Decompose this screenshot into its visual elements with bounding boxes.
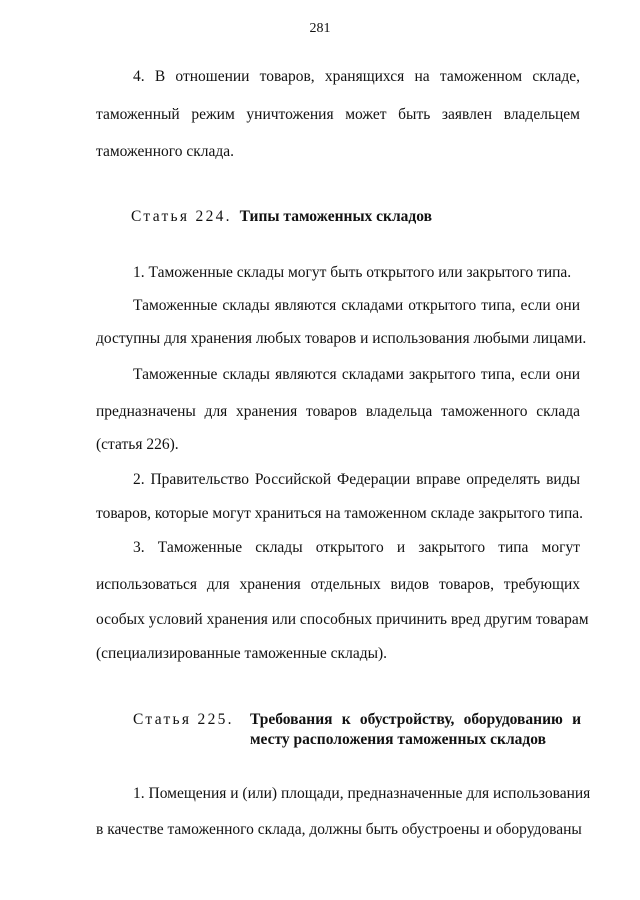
para4-line-2: таможенный режим уничтожения может быть заявлен владельцем xyxy=(96,106,580,123)
a224-line-1: 1. Таможенные склады могут быть открытого или закрытого типа. xyxy=(133,264,572,281)
page-number: 281 xyxy=(309,21,331,36)
article-225-title-line-2: месту расположения таможенных складов xyxy=(250,731,546,748)
article-224-heading xyxy=(131,208,432,226)
a224-line-9: 3. Таможенные склады открытого и закрытого типа могут xyxy=(133,539,580,556)
a224-line-3: доступны для хранения любых товаров и использования любыми лицами. xyxy=(96,330,587,347)
para4-line-1: 4. В отношении товаров, хранящихся на таможенном складе, xyxy=(133,68,580,85)
a224-line-8: товаров, которые могут храниться на таможенном складе закрытого типа. xyxy=(96,505,583,522)
a225-line-2: в качестве таможенного склада, должны быть обустроены и оборудованы xyxy=(96,821,582,838)
article-224-prefix: Статья 224. xyxy=(131,208,232,225)
a224-line-6: (статья 226). xyxy=(96,436,179,453)
a224-line-4: Таможенные склады являются складами закрытого типа, если они xyxy=(133,366,580,383)
a224-line-12: (специализированные таможенные склады). xyxy=(96,645,388,662)
para4-line-3: таможенного склада. xyxy=(96,143,235,160)
a224-line-11: особых условий хранения или способных причинить вред другим товарам xyxy=(96,611,589,628)
a225-line-1: 1. Помещения и (или) площади, предназначенные для использования xyxy=(133,785,591,802)
a224-line-7: 2. Правительство Российской Федерации вправе определять виды xyxy=(133,471,580,488)
a224-line-10: использоваться для хранения отдельных видов товаров, требующих xyxy=(96,576,580,593)
article-224-title: Типы таможенных складов xyxy=(239,208,433,225)
article-225-title-line-1: Требования к обустройству, оборудованию и xyxy=(250,711,581,728)
a224-line-5: предназначены для хранения товаров владельца таможенного склада xyxy=(96,403,580,420)
a224-line-2: Таможенные склады являются складами открытого типа, если они xyxy=(133,297,580,314)
article-225-prefix: Статья 225. xyxy=(133,711,234,728)
